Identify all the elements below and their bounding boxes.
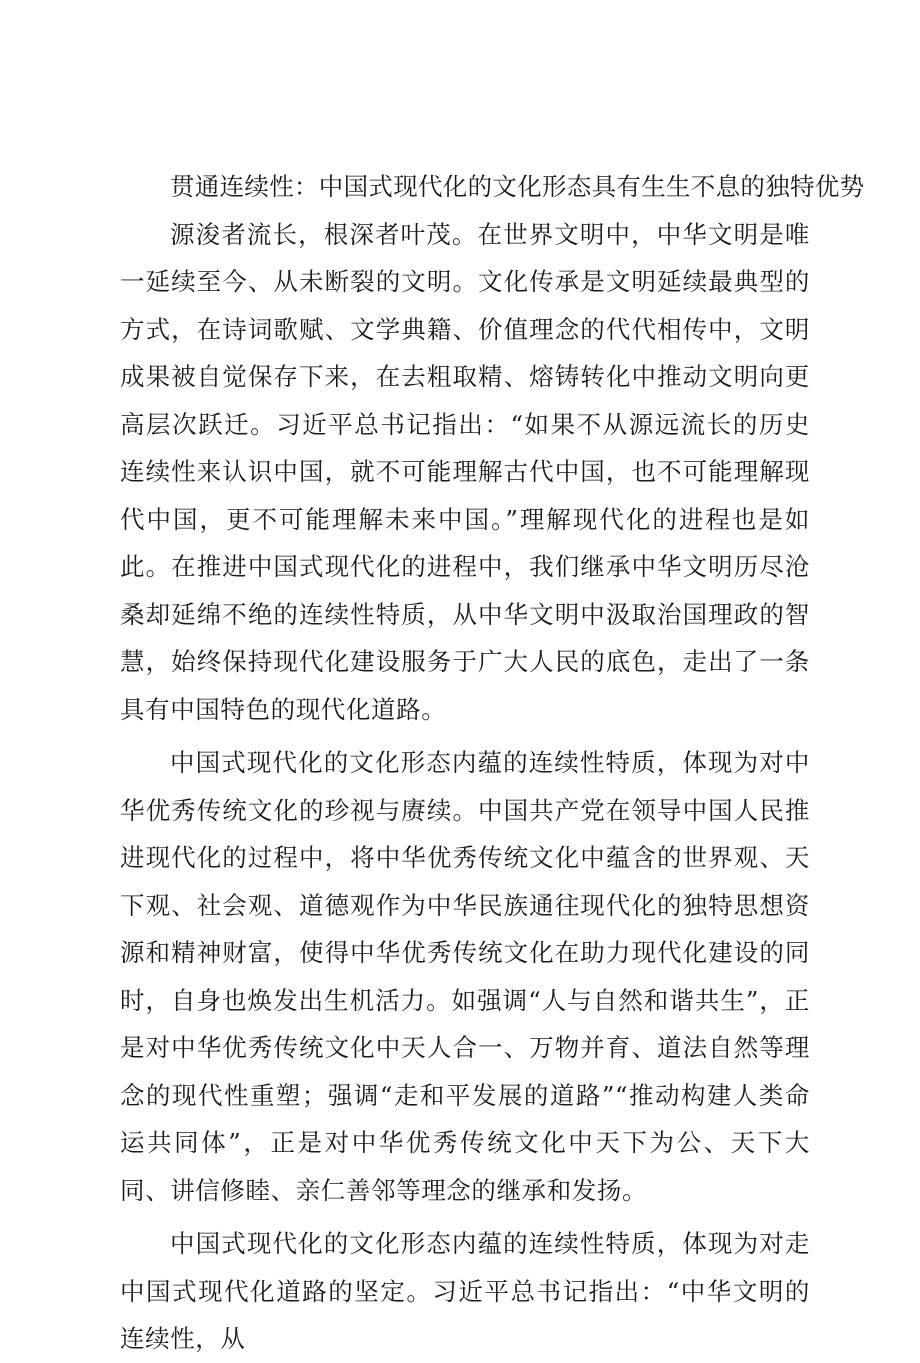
section-heading: 贯通连续性：中国式现代化的文化形态具有生生不息的独特优势 [170, 172, 865, 201]
paragraph-2: 中国式现代化的文化形态内蕴的连续性特质，体现为对中华优秀传统文化的珍视与赓续。中国共产党在领导中国人民推进现代化的过程中，将中华优秀传统文化中蕴含的世界观、天下观、社会观、道德观作为中华民族通往现代化的独特思想资源和精神财富，使得中华优秀传统文化在助力现代化建设的同时，自身也焕发出生机活力。如强调“人与自然和谐共生”，正是对中华优秀传统文化中天人合一、万物并育、道法自然等理念的现代性重塑；强调“走和平发展的道路”“推动构建人类命运共同体”，正是对中华优秀传统文化中天下为公、天下大同、讲信修睦、亲仁善邻等理念的继承和发扬。 [120, 748, 810, 1205]
paragraph-3: 中国式现代化的文化形态内蕴的连续性特质，体现为对走中国式现代化道路的坚定。习近平总书记指出：“中华文明的连续性，从 [120, 1229, 810, 1353]
document-body [120, 163, 865, 1363]
paragraph-1: 源浚者流长，根深者叶茂。在世界文明中，中华文明是唯一延续至今、从未断裂的文明。文化传承是文明延续最典型的方式，在诗词歌赋、文学典籍、价值理念的代代相传中，文明成果被自觉保存下来，在去粗取精、熔铸转化中推动文明向更高层次跃迁。习近平总书记指出：“如果不从源远流长的历史连续性来认识中国，就不可能理解古代中国，也不可能理解现代中国，更不可能理解未来中国。”理解现代化的进程也是如此。在推进中国式现代化的进程中，我们继承中华文明历尽沧桑却延绵不绝的连续性特质，从中华文明中汲取治国理政的智慧，始终保持现代化建设服务于广大人民的底色，走出了一条具有中国特色的现代化道路。 [120, 219, 810, 724]
